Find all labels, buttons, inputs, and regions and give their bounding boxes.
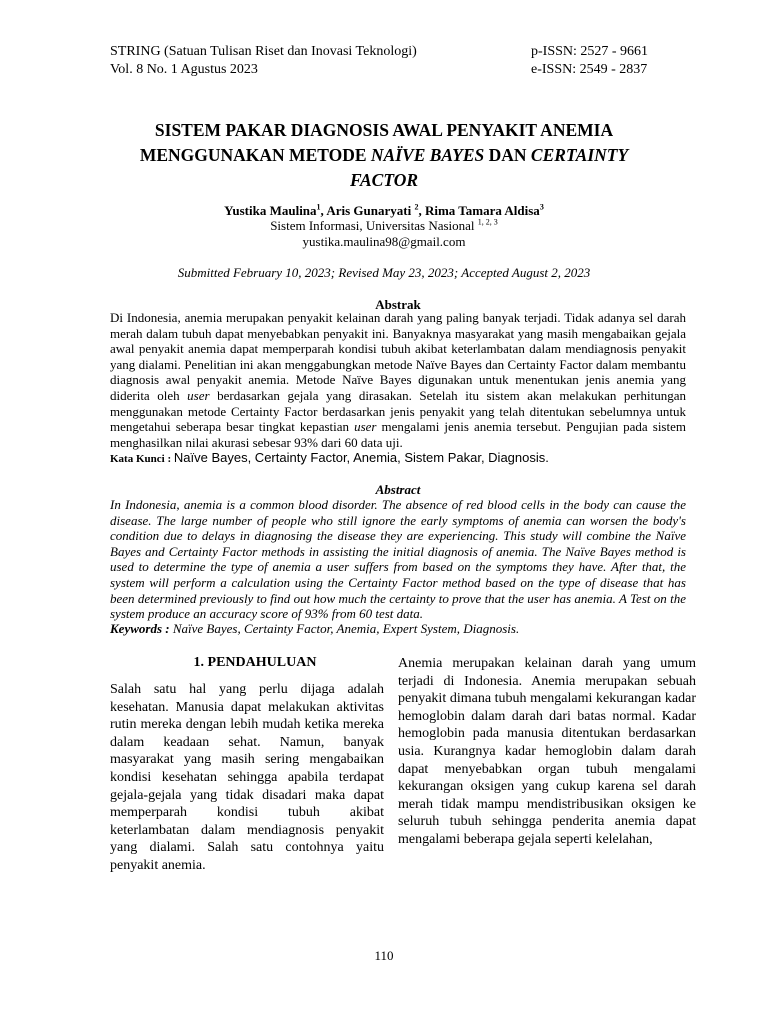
page-number: 110 (374, 948, 394, 963)
kata-kunci: Kata Kunci : Naïve Bayes, Certainty Factor, Anemia, Sistem Pakar, Diagnosis. (110, 450, 549, 465)
title-line-2: MENGGUNAKAN METODE NAÏVE BAYES DAN CERTAINTY (139, 145, 629, 165)
p-issn: p-ISSN: 2527 - 9661 (531, 44, 649, 59)
abstract-body: In Indonesia, anemia is a common blood disorder. The absence of red blood cells in the body can cause the disease. The large number of people who still ignore the early symptoms of anemia can worsen the body's condition due to delays in diagnosing the disease they are experiencing. This study will combine the Naïve Bayes and Certainty Factor methods in assisting the initial diagnosis of anemia. The Naïve Bayes method is used to determine the type of anemia a user suffers from based on the symptoms they have. After that, the system will perform a calculation using the Certainty Factor method based on the type of disease that has been determined previously to find out how much the certainty to prove that the user has anemia. A Test on the system produce an accuracy score of 93% from 60 test data. (110, 497, 686, 622)
paper-title (60, 118, 708, 193)
abstrak-heading: Abstrak (375, 297, 421, 312)
e-issn: e-ISSN: 2549 - 2837 (531, 62, 648, 77)
submission-dates: Submitted February 10, 2023; Revised May 23, 2023; Accepted August 2, 2023 (177, 265, 591, 280)
title-line-1: SISTEM PAKAR DIAGNOSIS AWAL PENYAKIT ANEMIA (154, 120, 614, 140)
journal-name: STRING (Satuan Tulisan Riset dan Inovasi Teknologi) (110, 44, 417, 59)
journal-volume: Vol. 8 No. 1 Agustus 2023 (110, 62, 258, 77)
author-email: yustika.maulina98@gmail.com (302, 234, 466, 249)
keywords: Keywords : Naïve Bayes, Certainty Factor, Anemia, Expert System, Diagnosis. (110, 621, 520, 636)
section-heading: 1. PENDAHULUAN (193, 655, 317, 670)
abstrak-body: Di Indonesia, anemia merupakan penyakit kelainan darah yang paling banyak terjadi. Tidak adanya sel darah merah dalam tubuh dapat menyebabkan penyakit ini. Banyaknya masyarakat yang masih mengabaikan gejala awal penyakit anemia dapat memperparah kondisi tubuh akibat keterlambatan dalam mendiagnosis penyakit yang dialami. Penelitian ini akan menggabungkan metode Naïve Bayes dan Certainty Factor dalam membantu diagnosis awal penyakit anemia. Metode Naïve Bayes digunakan untuk menentukan jenis anemia yang diderita oleh user berdasarkan gejala yang dirasakan. Setelah itu sistem akan melakukan perhitungan menggunakan metode Certainty Factor berdasarkan jenis penyakit yang telah ditentukan sebelumnya untuk mengetahui seberapa besar tingkat kepastian user mengalami jenis anemia tersebut. Pengujian pada sistem menghasilkan nilai akurasi sebesar 93% dari 60 data uji. (110, 310, 686, 450)
author-list: Yustika Maulina$^1$, Aris Gunaryati $^2$, Rima Tamara Aldisa$^3$ (224, 202, 544, 218)
abstract-heading: Abstract (375, 482, 421, 497)
title-line-3: FACTOR (349, 170, 419, 190)
affiliation: Sistem Informasi, Universitas Nasional $^{1, 2, 3}$ (270, 217, 498, 233)
right-column-text: Anemia merupakan kelainan darah yang umum terjadi di Indonesia. Anemia merupakan sebuah penyakit dimana tubuh mengalami kekurangan kadar hemoglobin dalam darah dari batas normal. Kadar hemoglobin pada manusia ditentukan berdasarkan usia. Kurangnya kadar hemoglobin dalam darah dapat menyebabkan organ tubuh mengalami kekurangan oksigen yang cukup karena sel darah merah tidak mampu mendistribusikan oksigen ke seluruh tubuh sehingga penderita anemia dapat mengalami beberapa gejala seperti kelelahan, (398, 656, 696, 847)
left-column-text: Salah satu hal yang perlu dijaga adalah kesehatan. Manusia dapat melakukan aktivitas rutin mereka dengan lebih mudah ketika mereka dalam keadaan sehat. Namun, banyak masyarakat yang masih sering mengabaikan kondisi kesehatan sehingga apabila terdapat gejala-gejala yang tidak disadari maka dapat memperparah kondisi tubuh akibat keterlambatan dalam mendiagnosis penyakit yang dialami. Salah satu contohnya yaitu penyakit anemia. (110, 682, 384, 873)
